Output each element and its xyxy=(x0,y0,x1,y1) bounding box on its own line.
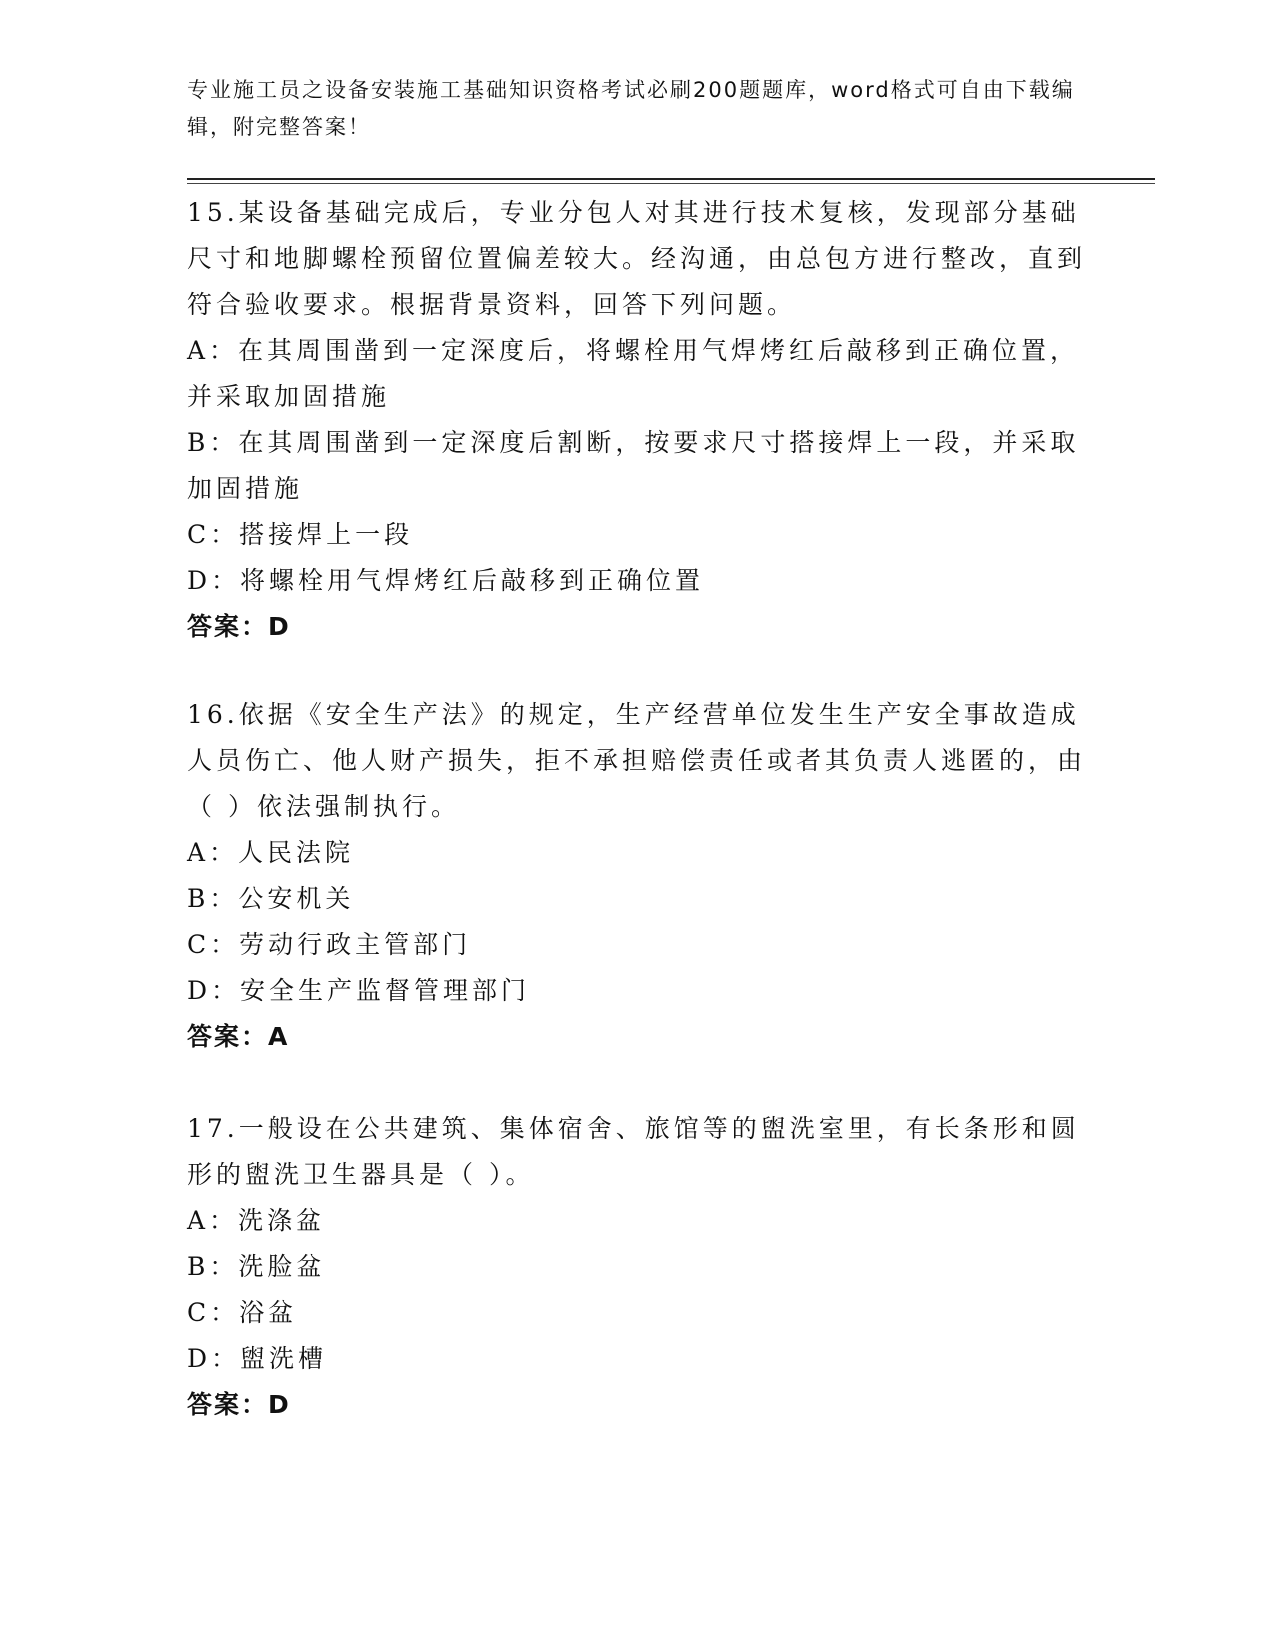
option-c: C：搭接焊上一段 xyxy=(187,520,414,549)
answer: 答案：D xyxy=(187,1390,291,1419)
option-b: B：公安机关 xyxy=(187,884,355,913)
question-15 xyxy=(187,190,1087,650)
document-header: 专业施工员之设备安装施工基础知识资格考试必刷200题题库，word格式可自由下载编辑，附完整答案！ xyxy=(187,78,1075,139)
question-stem: 15.某设备基础完成后，专业分包人对其进行技术复核，发现部分基础尺寸和地脚螺栓预留位置偏差较大。经沟通，由总包方进行整改，直到符合验收要求。根据背景资料，回答下列问题。 xyxy=(187,198,1087,319)
question-stem: 17.一般设在公共建筑、集体宿舍、旅馆等的盥洗室里，有长条形和圆形的盥洗卫生器具是（ ）。 xyxy=(187,1114,1080,1189)
option-b: B：在其周围凿到一定深度后割断，按要求尺寸搭接焊上一段，并采取加固措施 xyxy=(187,428,1080,503)
option-b: B：洗脸盆 xyxy=(187,1252,326,1281)
question-17 xyxy=(187,1106,1087,1428)
option-c: C：劳动行政主管部门 xyxy=(187,930,472,959)
header-divider-thick xyxy=(187,178,1155,180)
question-stem: 16.依据《安全生产法》的规定，生产经营单位发生生产安全事故造成人员伤亡、他人财产损失，拒不承担赔偿责任或者其负责人逃匿的，由（ ）依法强制执行。 xyxy=(187,700,1087,821)
option-d: D：安全生产监督管理部门 xyxy=(187,976,531,1005)
option-a: A：在其周围凿到一定深度后，将螺栓用气焊烤红后敲移到正确位置，并采取加固措施 xyxy=(187,336,1080,411)
question-16 xyxy=(187,692,1087,1060)
option-d: D：盥洗槽 xyxy=(187,1344,328,1373)
option-a: A：人民法院 xyxy=(187,838,355,867)
option-d: D：将螺栓用气焊烤红后敲移到正确位置 xyxy=(187,566,705,595)
answer: 答案：D xyxy=(187,612,291,641)
option-c: C：浴盆 xyxy=(187,1298,298,1327)
option-a: A：洗涤盆 xyxy=(187,1206,326,1235)
header-divider-thin xyxy=(187,183,1155,184)
answer: 答案：A xyxy=(187,1022,290,1051)
